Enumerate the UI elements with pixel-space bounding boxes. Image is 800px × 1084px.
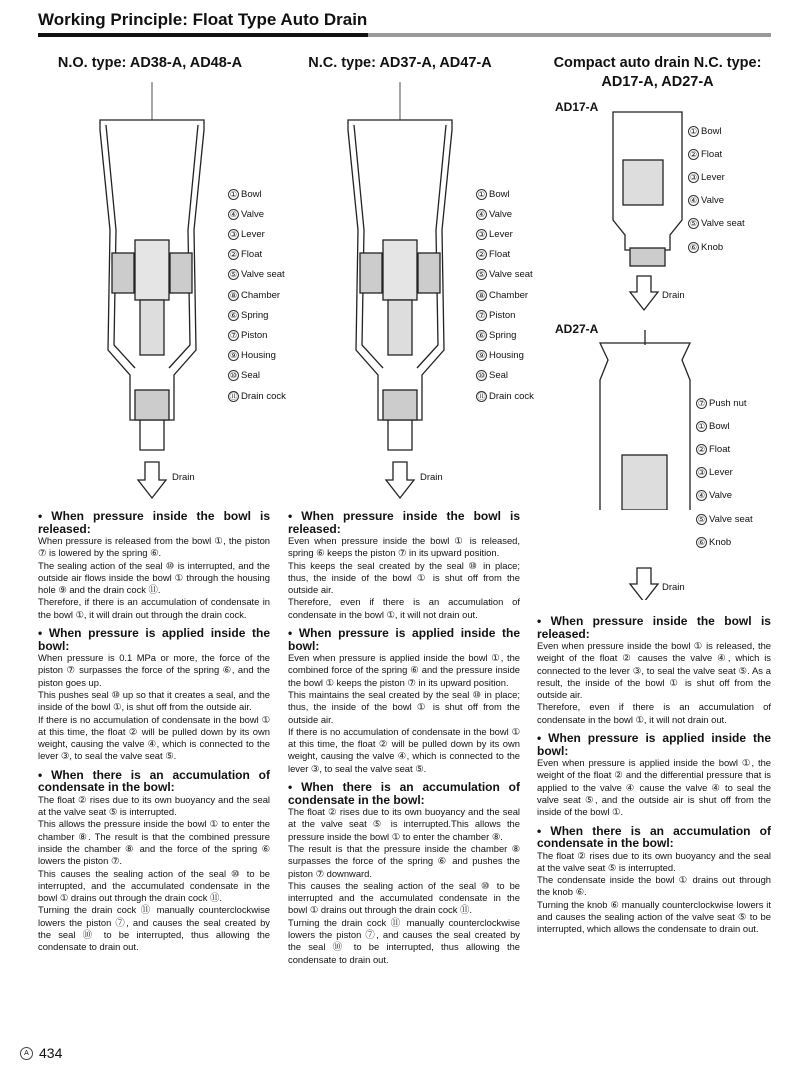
- part-number: ②: [697, 444, 706, 454]
- part-name: Valve seat: [489, 269, 533, 281]
- drain-label-2: Drain: [420, 472, 443, 483]
- part-number: ①: [697, 421, 706, 431]
- section-paragraph: This allows the pressure inside the bowl ① to enter the chamber ⑧. The result is that the combined pressure inside the chamber ⑧ and the force of the spring ⑥ lowers the piston ⑦.: [38, 818, 270, 867]
- page-mark-icon: A: [20, 1047, 33, 1060]
- part-label: [228, 187, 262, 201]
- part-number: ⑥: [697, 537, 706, 547]
- section-paragraph: Turning the drain cock ⑪ manually counterclockwise lowers the piston ⑦, and causes the seal created by the seal ⑩ to be interrupted, thus allowing the condensate to drain out.: [38, 904, 270, 953]
- part-number: ⑨: [477, 351, 486, 361]
- part-name: Lever: [489, 228, 513, 240]
- part-name: Push nut: [709, 397, 747, 409]
- section-paragraph: If there is no accumulation of condensate in the bowl ① at this time, the float ② will be pulled down by its own weight, causing the valve ④, which is connected to the lever ③, to seal the valve seat ⑤.: [288, 725, 520, 774]
- part-number: ⑥: [229, 310, 238, 320]
- text-section: [38, 627, 270, 763]
- part-number: ④: [689, 196, 698, 206]
- part-name: Piston: [489, 309, 516, 321]
- part-number: ③: [229, 229, 238, 239]
- part-name: Piston: [241, 329, 268, 341]
- col3-heading-line2: AD17-A, AD27-A: [601, 74, 714, 90]
- drain-label-4: Drain: [662, 582, 685, 593]
- part-name: Seal: [241, 370, 261, 382]
- part-number: ⑤: [697, 514, 706, 524]
- section-paragraph: The float ② rises due to its own buoyancy and the seal at the valve seat ⑤ is interrupted.: [537, 849, 771, 873]
- part-number: ⑧: [477, 290, 486, 300]
- part-label: [696, 489, 732, 503]
- part-name: Valve seat: [701, 218, 745, 230]
- col2-text: [288, 510, 520, 972]
- part-label: [688, 240, 723, 254]
- section-heading: • When pressure is applied inside the bowl:: [38, 627, 270, 652]
- part-number: ⑪: [229, 391, 238, 401]
- page-title: Working Principle: Float Type Auto Drain: [38, 10, 368, 29]
- part-number: ②: [689, 149, 698, 159]
- part-name: Knob: [701, 241, 724, 253]
- part-label: [476, 207, 512, 221]
- part-label: [476, 328, 516, 342]
- text-section: [537, 732, 771, 818]
- part-name: Housing: [241, 350, 276, 362]
- col3-heading-line1: Compact auto drain N.C. type:: [553, 55, 762, 71]
- part-name: Chamber: [489, 289, 529, 301]
- part-label: [228, 288, 280, 302]
- section-paragraph: This pushes seal ⑩ up so that it creates a seal, and the inside of the bowl ①, is shut off from the outside air.: [38, 688, 270, 713]
- part-number: ⑤: [229, 270, 238, 280]
- part-label: [228, 248, 262, 262]
- section-paragraph: Therefore, if there is an accumulation of condensate in the bowl ①, it will drain out through the drain cock.: [38, 596, 270, 620]
- part-number: ⑧: [229, 290, 238, 300]
- text-section: [38, 510, 270, 621]
- part-label: [696, 466, 733, 480]
- ad27-subheading: AD27-A: [555, 322, 599, 336]
- part-number: ⑦: [229, 330, 238, 340]
- part-name: Float: [489, 249, 511, 261]
- part-number: ①: [689, 126, 698, 136]
- section-paragraph: This maintains the seal created by the seal ⑩ in place; thus, the inside of the bowl ① is shut off from the outside air.: [288, 688, 520, 725]
- part-name: Valve seat: [709, 513, 753, 525]
- section-heading: • When pressure inside the bowl is released:: [288, 510, 520, 535]
- part-label: [476, 349, 524, 363]
- part-name: Housing: [489, 350, 524, 362]
- part-number: ⑩: [229, 371, 238, 381]
- text-section: [537, 615, 771, 726]
- part-number: ③: [689, 172, 698, 182]
- section-paragraph: The float ② rises due to its own buoyancy and the seal at the valve seat ⑤ is interrupted.This allows the pressure inside the bowl ① to enter the chamber ⑧.: [288, 806, 520, 842]
- part-number: ⑤: [689, 219, 698, 229]
- section-heading: • When there is an accumulation of condensate in the bowl:: [288, 781, 520, 806]
- part-name: Lever: [701, 171, 725, 183]
- section-paragraph: This causes the sealing action of the seal ⑩ to be interrupted and the accumulated condensate in the bowl ① drains out through the drain cock ⑪.: [288, 879, 520, 916]
- part-number: ⑦: [477, 310, 486, 320]
- part-number: ⑥: [689, 242, 698, 252]
- part-number: ②: [229, 250, 238, 260]
- part-name: Spring: [241, 309, 269, 321]
- text-section: [288, 627, 520, 775]
- section-heading: • When there is an accumulation of condensate in the bowl:: [38, 769, 270, 794]
- part-number: ④: [477, 209, 486, 219]
- text-section: [288, 510, 520, 621]
- page-footer: [20, 1045, 62, 1061]
- part-label: [476, 369, 508, 383]
- part-name: Spring: [489, 329, 517, 341]
- section-heading: • When pressure is applied inside the bowl:: [537, 732, 771, 757]
- part-label: [228, 369, 260, 383]
- part-name: Bowl: [701, 125, 722, 137]
- text-section: [288, 781, 520, 966]
- text-section: [38, 769, 270, 954]
- part-label: [688, 147, 722, 161]
- part-name: Seal: [489, 370, 509, 382]
- part-name: Float: [241, 249, 263, 261]
- part-label: [476, 248, 510, 262]
- part-name: Bowl: [709, 420, 730, 432]
- part-name: Drain cock: [489, 390, 534, 402]
- section-paragraph: Even when pressure inside the bowl ① is released, spring ⑥ keeps the piston ⑦ in its upward position.: [288, 535, 520, 559]
- part-number: ⑤: [477, 270, 486, 280]
- section-paragraph: Turning the drain cock ⑪ manually counterclockwise lowers the piston ⑦, and causes the seal created by the seal ⑩ to be interrupted, thus allowing the condensate to drain out.: [288, 916, 520, 965]
- part-label: [688, 217, 745, 231]
- part-label: [476, 187, 510, 201]
- part-number: ⑪: [477, 391, 486, 401]
- part-name: Float: [709, 443, 731, 455]
- part-number: ⑩: [477, 371, 486, 381]
- part-label: [696, 396, 747, 410]
- part-name: Float: [701, 148, 723, 160]
- section-paragraph: The float ② rises due to its own buoyancy and the seal at the valve seat ⑤ is interrupted.: [38, 793, 270, 818]
- section-paragraph: The sealing action of the seal ⑩ is interrupted, and the outside air flows inside the bowl ① through the housing hole ⑨ and the drain cock ⑪.: [38, 559, 270, 596]
- section-paragraph: This causes the sealing action of the seal ⑩ to be interrupted, and the accumulated condensate in the bowl ① drains out through the drain cock ⑪.: [38, 867, 270, 904]
- part-label: [228, 268, 285, 282]
- section-paragraph: Even when pressure inside the bowl ① is released, the weight of the float ② causes the valve ④, which is connected to the lever ③, to seal the valve seat ⑤. As a result, the inside of the bowl ① is shut off from the outside air.: [537, 640, 771, 701]
- part-name: Drain cock: [241, 390, 286, 402]
- col1-text: [38, 510, 270, 960]
- drain-label-1: Drain: [172, 472, 195, 483]
- section-paragraph: Even when pressure is applied inside the bowl ①, the combined force of the spring ⑥ and the pressure inside the bowl ① keeps the piston ⑦ in its upward position.: [288, 652, 520, 688]
- section-paragraph: Therefore, even if there is an accumulation of condensate in the bowl ①, it will not drain out.: [537, 701, 771, 725]
- part-label: [696, 442, 730, 456]
- part-label: [228, 389, 286, 403]
- part-number: ③: [697, 468, 706, 478]
- part-label: [476, 308, 515, 322]
- part-label: [228, 349, 276, 363]
- part-name: Lever: [709, 467, 733, 479]
- part-name: Valve: [709, 490, 733, 502]
- part-label: [688, 170, 725, 184]
- part-number: ③: [477, 229, 486, 239]
- part-label: [688, 194, 724, 208]
- part-name: Valve: [701, 195, 725, 207]
- part-label: [228, 328, 267, 342]
- col1-heading: N.O. type: AD38-A, AD48-A: [57, 55, 243, 71]
- page-number: 434: [39, 1045, 63, 1061]
- part-label: [696, 512, 753, 526]
- section-paragraph: When pressure is 0.1 MPa or more, the force of the piston ⑦ surpasses the force of the spring ⑥, and the piston goes up.: [38, 652, 270, 688]
- part-name: Bowl: [489, 188, 510, 200]
- part-name: Knob: [709, 536, 732, 548]
- section-heading: • When there is an accumulation of condensate in the bowl:: [537, 825, 771, 850]
- part-label: [696, 535, 731, 549]
- part-number: ①: [477, 189, 486, 199]
- section-paragraph: Even when pressure is applied inside the bowl ①, the weight of the float ② and the differential pressure that is applied to the valve ④ cause the valve ④ to seal the valve seat ⑤, and the outside air is shut off from the inside of the bowl ①.: [537, 757, 771, 818]
- part-name: Chamber: [241, 289, 281, 301]
- drain-label-3: Drain: [662, 290, 685, 301]
- section-heading: • When pressure inside the bowl is released:: [38, 510, 270, 535]
- part-name: Valve: [241, 208, 265, 220]
- part-number: ④: [697, 491, 706, 501]
- section-paragraph: When pressure is released from the bowl ①, the piston ⑦ is lowered by the spring ⑥.: [38, 535, 270, 559]
- text-section: [537, 825, 771, 936]
- part-name: Valve: [489, 208, 513, 220]
- section-paragraph: The condensate inside the bowl ① drains out through the knob ⑥.: [537, 874, 771, 898]
- section-paragraph: This keeps the seal created by the seal ⑩ in place; thus, the inside of the bowl ① is shut off from the outside air.: [288, 559, 520, 596]
- section-heading: • When pressure inside the bowl is released:: [537, 615, 771, 640]
- ad17-subheading: AD17-A: [555, 100, 599, 114]
- part-label: [228, 308, 268, 322]
- part-label: [476, 227, 513, 241]
- part-label: [476, 389, 534, 403]
- section-heading: • When pressure is applied inside the bowl:: [288, 627, 520, 652]
- part-number: ②: [477, 250, 486, 260]
- part-number: ⑦: [697, 398, 706, 408]
- part-number: ⑨: [229, 351, 238, 361]
- part-number: ①: [229, 189, 238, 199]
- section-paragraph: The result is that the pressure inside the chamber ⑧ surpasses the force of the spring ⑥ and pushes the piston ⑦ downward.: [288, 842, 520, 879]
- part-number: ④: [229, 209, 238, 219]
- part-label: [476, 288, 528, 302]
- col3-text: [537, 615, 771, 942]
- part-name: Bowl: [241, 188, 262, 200]
- part-label: [688, 124, 722, 138]
- section-paragraph: If there is no accumulation of condensate in the bowl ① at this time, the float ② will be pulled down by its own weight, causing the valve ④, which is connected to the lever ③, to seal the valve seat ⑤.: [38, 713, 270, 762]
- part-label: [696, 419, 730, 433]
- col2-heading: N.C. type: AD37-A, AD47-A: [308, 55, 492, 71]
- part-label: [476, 268, 533, 282]
- part-label: [228, 227, 265, 241]
- part-name: Lever: [241, 228, 265, 240]
- section-paragraph: Therefore, even if there is an accumulation of condensate in the bowl ①, it will not drain out.: [288, 596, 520, 620]
- section-paragraph: Turning the knob ⑥ manually counterclockwise lowers it and causes the sealing action of the valve seat ⑤ to be interrupted, which allows the condensate to drain out.: [537, 898, 771, 935]
- part-label: [228, 207, 264, 221]
- part-name: Valve seat: [241, 269, 285, 281]
- part-number: ⑥: [477, 330, 486, 340]
